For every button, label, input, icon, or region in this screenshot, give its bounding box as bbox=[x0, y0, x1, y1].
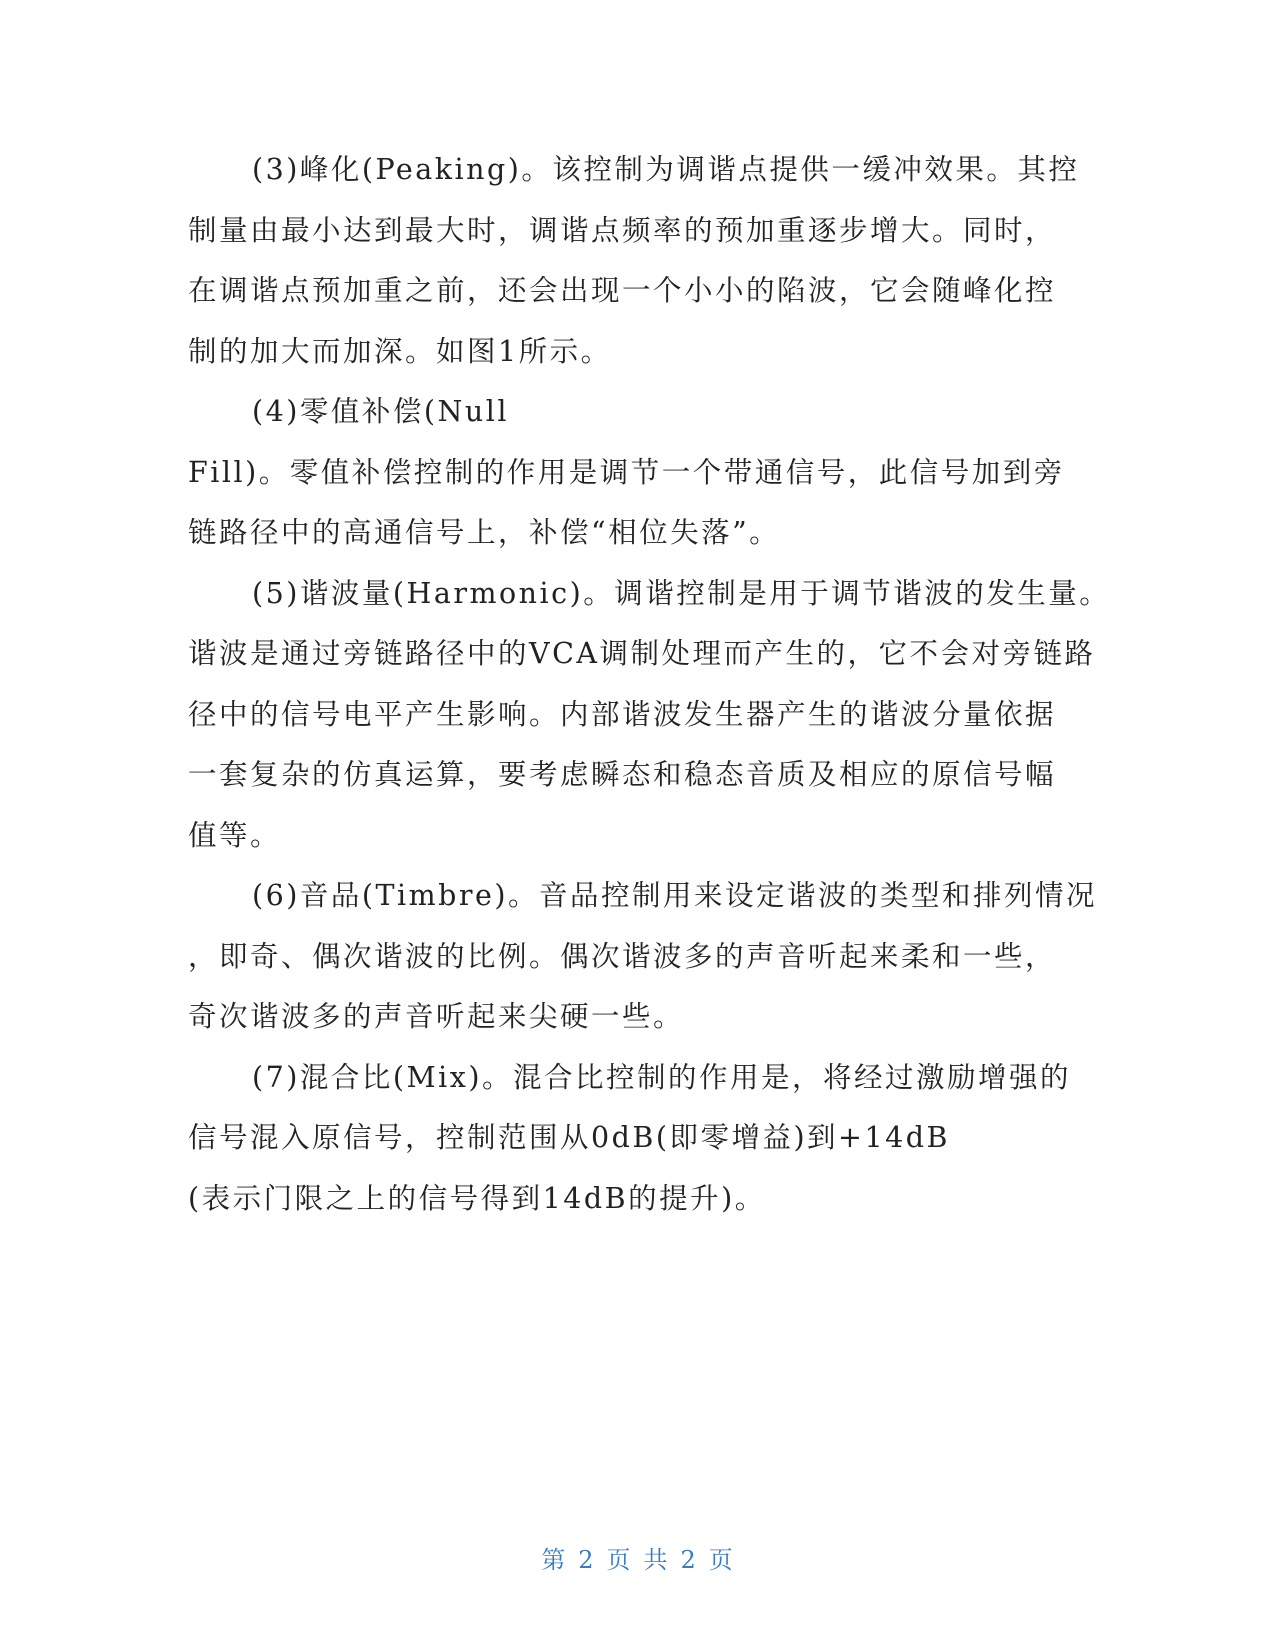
body-text bbox=[188, 140, 1111, 1229]
text-line: 一套复杂的仿真运算，要考虑瞬态和稳态音质及相应的原信号幅 bbox=[188, 758, 1057, 791]
text-line: 奇次谐波多的声音听起来尖硬一些。 bbox=[188, 1000, 685, 1033]
footer-prefix: 第 bbox=[541, 1546, 567, 1574]
footer-page-label: 页 bbox=[606, 1546, 632, 1574]
text-line: Fill)。零值补偿控制的作用是调节一个带通信号，此信号加到旁 bbox=[188, 455, 1065, 489]
footer-total-label: 页 bbox=[708, 1546, 734, 1574]
text-line: (4)零值补偿(Null bbox=[252, 395, 510, 428]
footer-page-number: 2 bbox=[578, 1546, 595, 1574]
text-line: ，即奇、偶次谐波的比例。偶次谐波多的声音听起来柔和一些， bbox=[188, 939, 1057, 973]
text-line: 制的加大而加深。如图1所示。 bbox=[188, 334, 612, 368]
footer-total-prefix: 共 bbox=[643, 1546, 669, 1574]
text-line: (6)音品(Timbre)。音品控制用来设定谐波的类型和排列情况 bbox=[252, 879, 1097, 912]
text-line: 制量由最小达到最大时，调谐点频率的预加重逐步增大。同时， bbox=[188, 213, 1057, 247]
page-footer bbox=[0, 1540, 1275, 1575]
text-line: 值等。 bbox=[188, 818, 282, 852]
text-line: (7)混合比(Mix)。混合比控制的作用是，将经过激励增强的 bbox=[252, 1060, 1071, 1094]
text-line: 链路径中的高通信号上，补偿“相位失落”。 bbox=[188, 516, 781, 549]
text-line: 信号混入原信号，控制范围从0dB(即零增益)到+14dB bbox=[188, 1121, 950, 1154]
footer-total-pages: 2 bbox=[680, 1546, 697, 1574]
text-line: 在调谐点预加重之前，还会出现一个小小的陷波，它会随峰化控 bbox=[188, 274, 1057, 307]
text-line: (5)谐波量(Harmonic)。调谐控制是用于调节谐波的发生量。 bbox=[252, 576, 1111, 610]
text-line: (3)峰化(Peaking)。该控制为调谐点提供一缓冲效果。其控 bbox=[252, 153, 1080, 186]
text-line: 谐波是通过旁链路径中的VCA调制处理而产生的，它不会对旁链路 bbox=[188, 637, 1096, 670]
text-line: 径中的信号电平产生影响。内部谐波发生器产生的谐波分量依据 bbox=[188, 697, 1057, 731]
text-line: (表示门限之上的信号得到14dB的提升)。 bbox=[188, 1181, 766, 1215]
